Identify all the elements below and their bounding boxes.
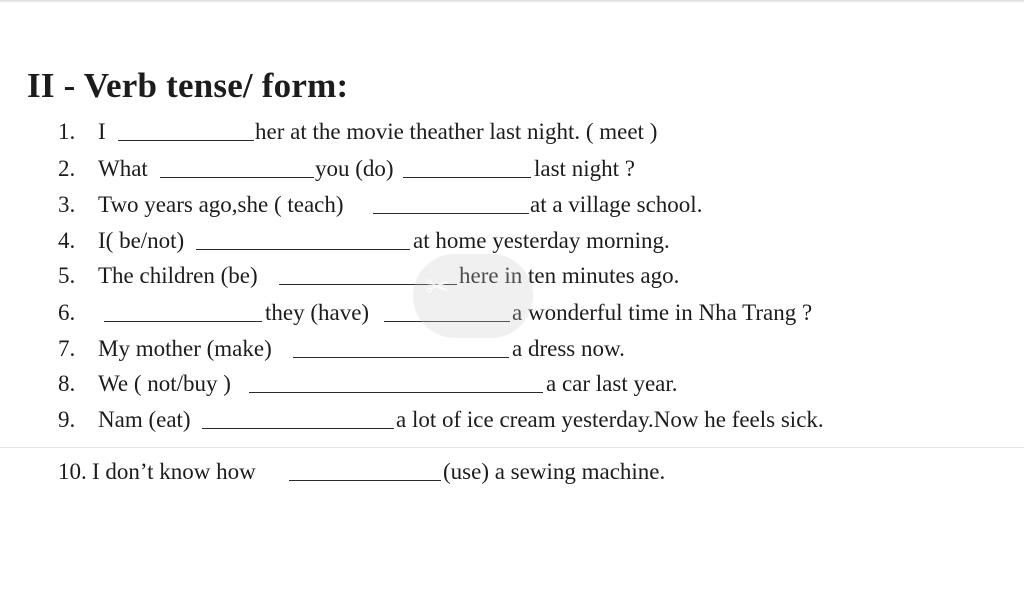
item-text: I (98, 119, 106, 144)
answer-blank[interactable] (196, 249, 410, 250)
item-text: The children (be) (98, 263, 258, 288)
answer-blank[interactable] (403, 177, 531, 178)
item-text: you (do) (315, 156, 394, 181)
item-text: I don’t know how (92, 459, 256, 484)
item-text: they (have) (265, 300, 370, 325)
answer-blank[interactable] (160, 177, 314, 178)
item-number: 8. (58, 371, 76, 396)
item-text: Two years ago,she ( teach) (98, 192, 344, 217)
answer-blank[interactable] (202, 428, 394, 429)
item-text: at home yesterday morning. (413, 228, 670, 253)
page-divider (0, 447, 1024, 448)
item-text: a lot of ice cream yesterday.Now he feels sick. (396, 407, 824, 432)
section-heading: II - Verb tense/ form: (27, 66, 349, 105)
item-text: a dress now. (512, 336, 625, 361)
answer-blank[interactable] (104, 321, 262, 322)
answer-blank[interactable] (373, 213, 529, 214)
pin-icon: ✂ (425, 270, 451, 305)
item-text: I( be/not) (98, 228, 185, 253)
item-number: 9. (58, 407, 76, 432)
item-text: last night ? (534, 156, 635, 181)
answer-blank[interactable] (249, 392, 543, 393)
item-number: 10. (58, 459, 87, 484)
item-number: 1. (58, 119, 76, 144)
answer-blank[interactable] (118, 140, 254, 141)
item-text: a wonderful time in Nha Trang ? (512, 300, 813, 325)
item-text: We ( not/buy ) (98, 371, 231, 396)
item-text: her at the movie theather last night. ( meet ) (255, 119, 658, 144)
top-edge-shadow (0, 0, 1024, 3)
item-number: 5. (58, 263, 76, 288)
item-text: at a village school. (530, 192, 703, 217)
item-number: 7. (58, 336, 76, 361)
item-text: here in ten minutes ago. (459, 263, 680, 288)
item-number: 2. (58, 156, 76, 181)
item-text: My mother (make) (98, 336, 272, 361)
item-text: (use) a sewing machine. (443, 459, 666, 484)
item-text: Nam (eat) (98, 407, 191, 432)
item-number: 3. (58, 192, 76, 217)
item-text: a car last year. (546, 371, 678, 396)
answer-blank[interactable] (289, 480, 441, 481)
item-text: What (98, 156, 148, 181)
item-number: 4. (58, 228, 76, 253)
answer-blank[interactable] (293, 357, 509, 358)
item-number: 6. (58, 300, 76, 325)
